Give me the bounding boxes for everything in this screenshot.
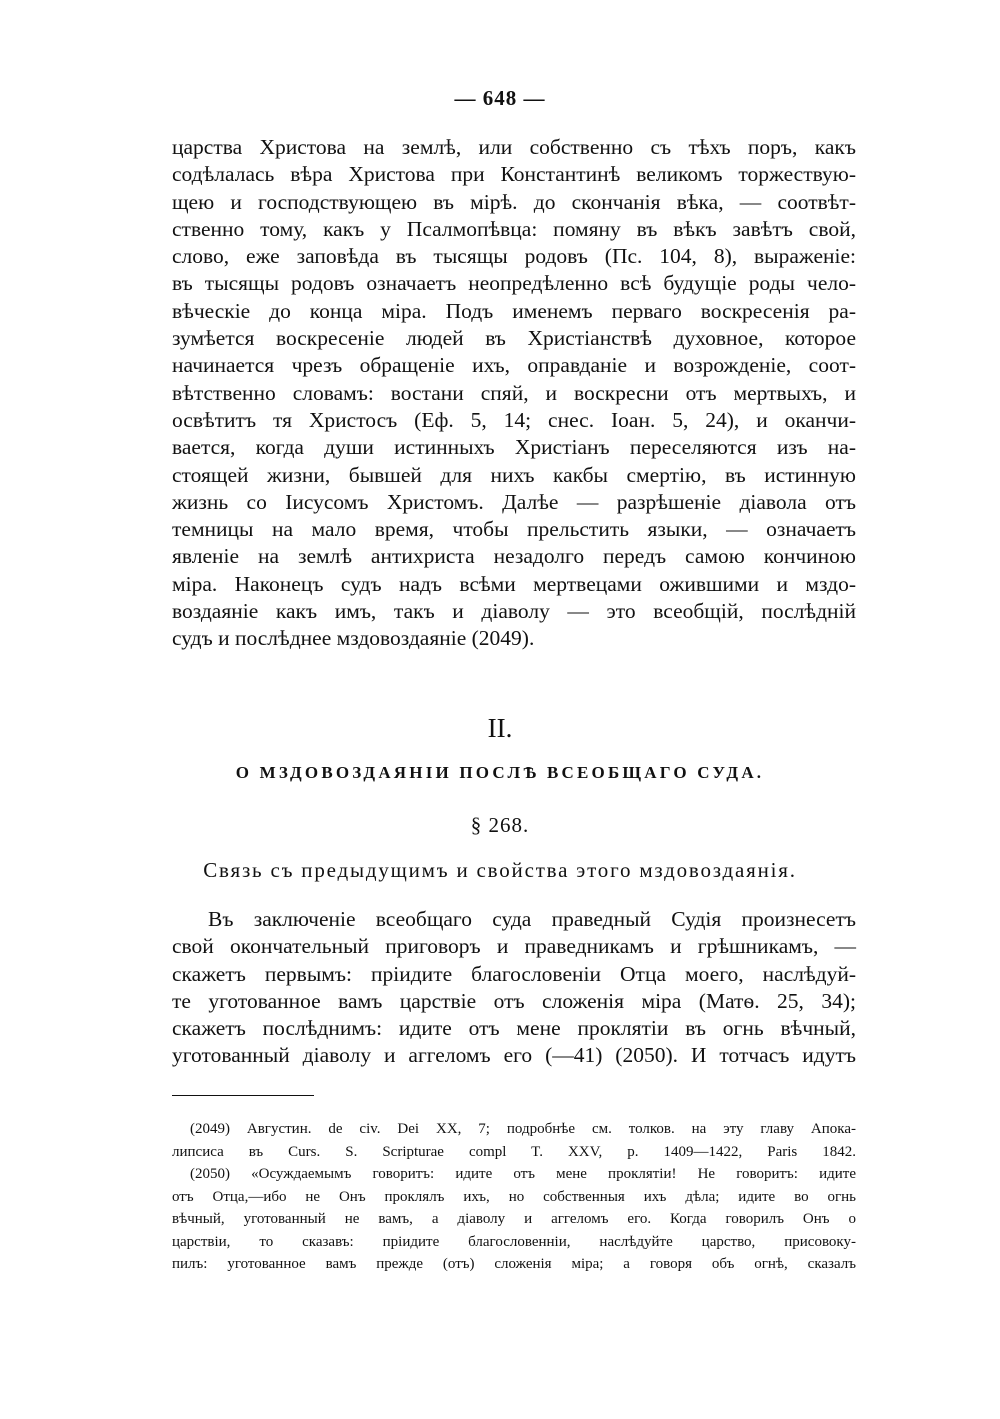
text-line: слово, еже заповѣда въ тысящы родовъ (Пс. 104, 8), выраженіе: <box>172 244 856 269</box>
footnote-line: отъ Отца,—ибо не Онъ проклялъ ихъ, но собственныя ихъ дѣла; идите во огнь <box>172 1188 856 1205</box>
text-line: царства Христова на землѣ, или собственно съ тѣхъ поръ, какъ <box>172 135 856 159</box>
text-line: стоящей жизни, бывшей для нихъ какбы смертію, въ истинную <box>172 462 856 487</box>
text-line: жизнь со Іисусомъ Христомъ. Далѣе — разрѣшеніе діавола отъ <box>172 489 856 514</box>
text-line: содѣлалась вѣра Христова при Константинѣ великомъ торжествую- <box>172 162 856 187</box>
text-line: вѣтственно словамъ: востани спяй, и воскресни отъ мертвыхъ, и <box>172 380 856 405</box>
text-line: скажетъ послѣднимъ: идите отъ мене проклятіи въ огнь вѣчный, <box>172 1016 856 1041</box>
text-line: начинается чрезъ обращеніе ихъ, оправданіе и возрожденіе, соот- <box>172 353 856 378</box>
text-line: ственно тому, какъ у Псалмопѣвца: помяну въ вѣкъ завѣтъ свой, <box>172 216 856 241</box>
text-line: судъ и послѣднее мздовоздаяніе (2049). <box>172 626 535 651</box>
section-subtitle: Связь съ предыдущимъ и свойства этого мздовоздаянія. <box>203 858 797 882</box>
text-line: те уготованное вамъ царствіе отъ сложенія міра (Матѳ. 25, 34); <box>172 988 856 1013</box>
text-line: явленіе на землѣ антихриста незадолго передъ самою кончиною <box>172 544 856 569</box>
text-line: вается, когда души истинныхъ Христіанъ переселяются изъ на- <box>172 435 856 460</box>
paragraph-body <box>172 906 856 1070</box>
footnote-line: липсиса въ Curs. S. Scripturae compl T. XXV, p. 1409—1422, Paris 1842. <box>172 1143 856 1160</box>
text-line: въ тысящы родовъ означаетъ неопредѣленно всѣ будущіе роды чело- <box>172 271 856 296</box>
paragraph-number: § 268. <box>470 813 530 837</box>
text-line: уготованный діаволу и аггеломъ его (—41) (2050). И тотчасъ идутъ <box>172 1043 856 1068</box>
text-line: вѣческіе до конца міра. Подъ именемъ перваго воскресенія ра- <box>172 298 856 323</box>
text-line: Въ заключеніе всеобщаго суда праведный Судія произнесетъ <box>208 907 856 931</box>
section-title: О МЗДОВОЗДАЯНІИ ПОСЛѢ ВСЕОБЩАГО СУДА. <box>235 763 765 782</box>
text-line: свой окончательный приговоръ и праведникамъ и грѣшникамъ, — <box>172 934 856 959</box>
text-line: міра. Наконецъ судъ надъ всѣми мертвецами ожившими и мздо- <box>172 571 856 596</box>
footnote-line: вѣчный, уготованный не вамъ, а діаволу и аггеломъ его. Когда говорилъ Онъ о <box>172 1211 856 1227</box>
section-number: II. <box>487 713 513 743</box>
footnotes <box>172 1118 856 1276</box>
footnote-line: пилъ: уготованное вамъ прежде (отъ) сложенія міра; а говоря объ огнѣ, сказалъ <box>172 1256 856 1272</box>
footnote-line: (2049) Августин. de civ. Dei XX, 7; подробнѣе см. толков. на эту главу Апока- <box>190 1121 856 1137</box>
footnote-line: царствіи, то сказавъ: пріидите благословенніи, наслѣдуйте царство, присовоку- <box>172 1233 856 1250</box>
text-line: освѣтитъ тя Христосъ (Еф. 5, 14; снес. Іоан. 5, 24), и оканчи- <box>172 407 856 432</box>
text-line: скажетъ первымъ: пріидите благословеніи Отца моего, наслѣдуй- <box>172 961 856 986</box>
paragraph-continuation <box>172 134 856 653</box>
text-line: воздаяніе какъ имъ, такъ и діаволу — это всеобщій, послѣдній <box>172 599 856 624</box>
text-line: темницы на мало время, чтобы прельстить языки, — означаетъ <box>172 517 856 542</box>
page-number: — 648 — <box>454 86 546 110</box>
text-line: щею и господствующею въ мірѣ. до скончанія вѣка, — соотвѣт- <box>172 189 856 214</box>
text-line: зумѣется воскресеніе людей въ Христіанствѣ духовное, которое <box>172 326 856 351</box>
footnote-divider <box>172 1095 314 1096</box>
footnote-line: (2050) «Осуждаемымъ говоритъ: идите отъ мене проклятіи! Не говоритъ: идите <box>190 1166 856 1182</box>
